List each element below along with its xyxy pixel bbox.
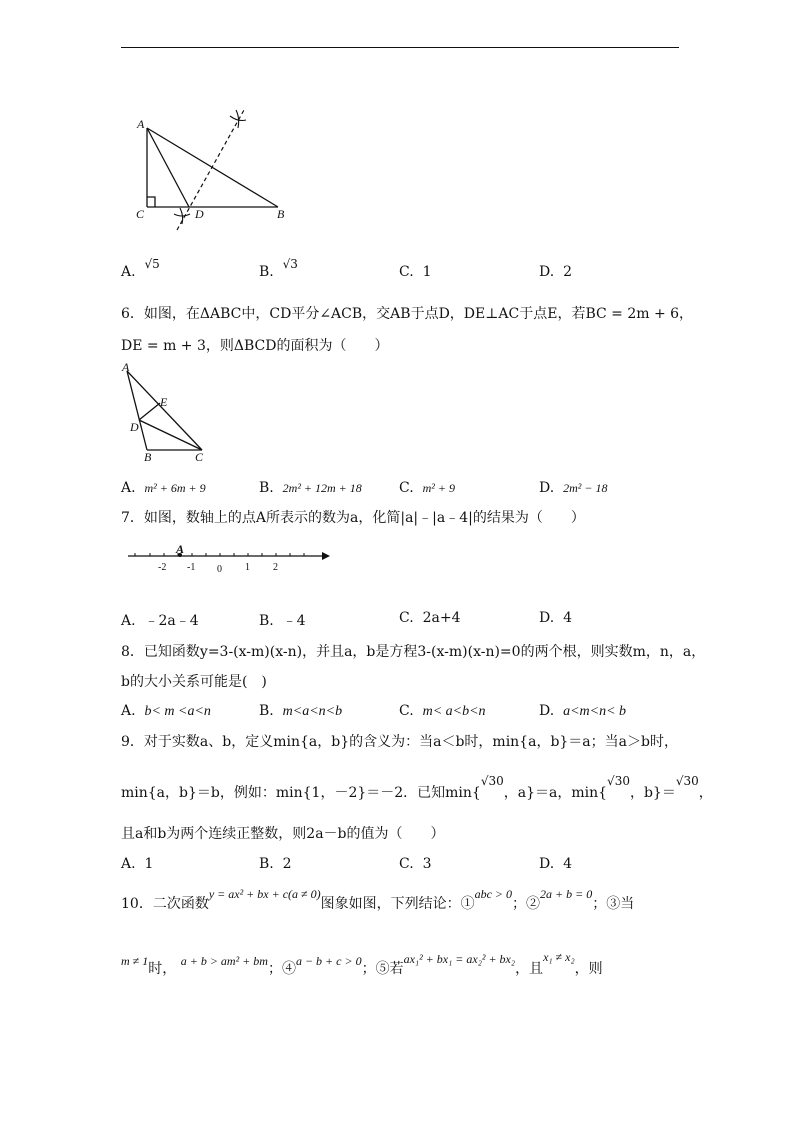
q10-m-condition: m ≠ 1 <box>121 954 149 968</box>
q7-option-c[interactable] <box>399 610 460 626</box>
option-letter: A. <box>121 703 136 719</box>
q10-conclusion-5: ax₁² + bx₁ = ax₂² + bx₂ <box>403 952 516 966</box>
option-letter: A. <box>121 613 136 629</box>
q9-option-a[interactable] <box>121 856 153 872</box>
q10-conclusion-2: 2a + b = 0 <box>540 887 593 901</box>
q10-line2 <box>121 950 603 978</box>
q8-option-b[interactable] <box>259 703 342 720</box>
option-letter: B. <box>259 856 274 872</box>
q10-then: ，则 <box>574 961 603 977</box>
option-value: 1 <box>422 264 432 280</box>
option-value: a<m<n< b <box>563 704 627 719</box>
option-letter: D. <box>539 856 555 872</box>
option-letter: D. <box>539 610 555 626</box>
option-letter: B. <box>259 480 274 496</box>
option-value: 2 <box>282 856 292 872</box>
option-value: 4 <box>563 610 573 626</box>
q10-sep-2: ；② <box>512 896 541 912</box>
option-letter: C. <box>399 856 414 872</box>
option-value: 3 <box>422 856 432 872</box>
option-value: m< a<b<n <box>422 704 486 719</box>
tick-label-1: 1 <box>245 562 250 573</box>
option-value: m² + 6m + 9 <box>144 481 206 495</box>
label-b: B <box>277 207 285 221</box>
q6-label-d: D <box>130 420 139 434</box>
q10-x-condition: x₁ ≠ x₂ <box>543 950 575 964</box>
q10-sep-3: ；③当 <box>592 896 635 912</box>
option-letter: C. <box>399 264 414 280</box>
q9-line2-part4: ， <box>698 785 713 801</box>
q10-function: y = ax² + bx + c(a ≠ 0) <box>208 887 321 901</box>
q7-option-b[interactable] <box>259 610 306 630</box>
q10-sep-4: ；④ <box>267 961 296 977</box>
option-value: ﹣2a﹣4 <box>144 613 199 629</box>
q9-option-c[interactable] <box>399 856 432 872</box>
option-value: √5 <box>144 257 160 271</box>
sqrt30-b: √30 <box>607 774 630 788</box>
q9-line1: 9．对于实数a、b，定义min{a，b}的含义为：当a＜b时，min{a，b}＝a；当a＞b时， <box>121 734 678 750</box>
option-letter: A. <box>121 480 136 496</box>
label-c: C <box>136 207 145 221</box>
q8-line2: b的大小关系可能是( ) <box>121 674 267 690</box>
option-value: 2 <box>563 264 573 280</box>
tick-label-neg2: -2 <box>158 562 167 573</box>
q9-line2 <box>121 774 713 802</box>
option-letter: C. <box>399 703 414 719</box>
q10-prefix: 10．二次函数 <box>121 896 209 912</box>
option-letter: A. <box>121 264 136 280</box>
q6-label-e: E <box>160 395 168 409</box>
q10-conclusion-3: a + b > am² + bm <box>180 954 268 968</box>
option-value: 1 <box>144 856 154 872</box>
label-a: A <box>137 117 145 131</box>
option-value: b< m <a<n <box>144 704 211 719</box>
q6-label-a: A <box>122 360 130 374</box>
q10-sep-5: ；⑤若 <box>361 961 404 977</box>
q9-option-b[interactable] <box>259 856 292 872</box>
option-letter: D. <box>539 703 555 719</box>
q6-label-c: C <box>195 450 204 464</box>
option-letter: B. <box>259 613 274 629</box>
q10-when: 时， <box>148 961 177 977</box>
sqrt30-a: √30 <box>480 774 504 788</box>
q9-line2-part2: ，a}＝a，min{ <box>503 785 608 801</box>
q6-line2: DE = m + 3，则ΔBCD的面积为（ ） <box>121 338 389 354</box>
q6-line1: 6．如图，在ΔABC中，CD平分∠ACB，交AB于点D，DE⊥AC于点E，若BC = 2m + 6， <box>121 306 694 322</box>
option-letter: A. <box>121 856 136 872</box>
label-d: D <box>195 207 204 221</box>
option-value: m<a<n<b <box>282 704 343 719</box>
q7-option-d[interactable] <box>539 610 572 626</box>
q9-option-d[interactable] <box>539 856 572 872</box>
tick-label-2: 2 <box>273 562 278 573</box>
q8-line1: 8．已知函数y=3-(x-m)(x-n)，并且a，b是方程3-(x-m)(x-n)=0的两个根，则实数m，n，a， <box>121 644 706 660</box>
q10-conclusion-4: a − b + c > 0 <box>295 954 362 968</box>
q10-line1 <box>121 887 635 913</box>
q9-line3: 且a和b为两个连续正整数，则2a－b的值为（ ） <box>121 826 445 842</box>
q10-conclusion-1: abc > 0 <box>474 887 513 901</box>
option-value: √3 <box>282 257 298 271</box>
option-value: 2m² + 12m + 18 <box>282 481 362 495</box>
q8-option-a[interactable] <box>121 703 211 720</box>
option-letter: B. <box>259 703 274 719</box>
q7-text: 7．如图，数轴上的点A所表示的数为a，化简|a|﹣|a﹣4|的结果为（ ） <box>121 510 585 526</box>
q9-line2-part1: min{a，b}＝b，例如：min{1，－2}＝－2．已知min{ <box>121 785 481 801</box>
tick-label-neg1: -1 <box>187 562 196 573</box>
sqrt30-c: √30 <box>675 774 699 788</box>
option-value: 2a+4 <box>422 610 461 626</box>
option-value: m² + 9 <box>422 481 455 495</box>
q8-option-d[interactable] <box>539 703 626 720</box>
q7-option-a[interactable] <box>121 610 199 630</box>
option-letter: D. <box>539 264 555 280</box>
q9-line2-part3: ，b}＝ <box>629 785 676 801</box>
point-a-label: A <box>176 542 185 556</box>
option-letter: D. <box>539 480 555 496</box>
q8-option-c[interactable] <box>399 703 486 720</box>
option-value: 4 <box>563 856 573 872</box>
number-line-arrow <box>322 552 330 560</box>
q10-intro: 图象如图，下列结论：① <box>320 896 475 912</box>
option-value: 2m² − 18 <box>563 481 608 495</box>
option-letter: C. <box>399 610 414 626</box>
q10-sep-6: ，且 <box>515 961 544 977</box>
q6-label-b: B <box>144 450 152 464</box>
option-letter: C. <box>399 480 414 496</box>
option-value: ﹣4 <box>282 613 306 629</box>
option-letter: B. <box>259 264 274 280</box>
tick-label-0: 0 <box>217 564 222 575</box>
